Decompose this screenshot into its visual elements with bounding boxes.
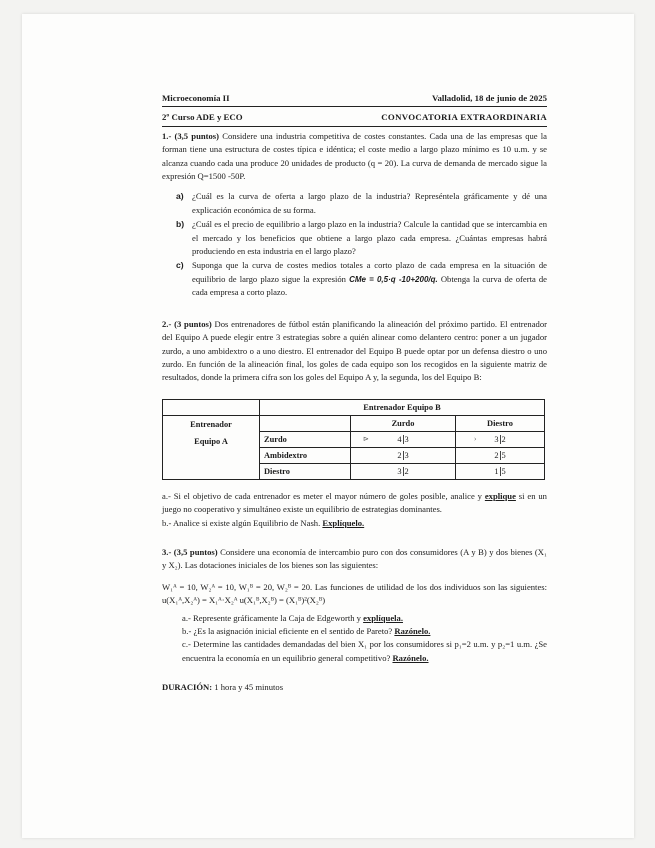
question-3 (162, 546, 547, 665)
q2-text: Dos entrenadores de fútbol están planificando la alineación del próximo partido. El entrenador del Equipo A puede elegir entre 3 estrategias sobre a quién alinear como delantero centro: poner a un jugador zurdo, a uno ambidextro o a uno diestro. El entrenador del Equipo B puede optar por un defensa diestro o uno zurdo. En función de la alineación final, los goles de cada equipo son los recogidos en la siguiente matriz de resultados, donde la primera cifra son los goles del Equipo A y, la segunda, los del Equipo B: (162, 318, 547, 383)
payoff-ambidextro-diestro: 2 5 (456, 447, 545, 463)
header-row-2 (162, 111, 547, 126)
place-date: Valladolid, 18 de junio de 2025 (431, 93, 547, 103)
payoff-ambidextro-zurdo: 2 3 (351, 447, 456, 463)
table-corner (163, 399, 260, 415)
q3-sub-questions (182, 612, 547, 666)
row-label-ambidextro: Ambidextro (260, 447, 351, 463)
duration (162, 681, 547, 694)
q3-c-emphasis: Razónelo. (392, 652, 429, 663)
q1-item-b (176, 218, 547, 258)
strategy-header-blank (260, 415, 351, 431)
q3-a-emphasis: explíquela. (363, 612, 403, 623)
q2-item-a: a.- Si el objetivo de cada entrenador es meter el mayor número de goles posible, analice y explique si en un juego no cooperativo y simultáneo existe un equilibrio de estrategias dominantes. (162, 490, 547, 515)
payoff-diestro-diestro: 1 5 (456, 463, 545, 479)
q3-endowments: W₁ᴬ = 10, W₂ᴬ = 10, W₁ᴮ = 20, W₂ᴮ = 20. Las funciones de utilidad de los dos individuos son las siguientes: u(X₁ᴬ,X₂ᴬ) = X₁ᴬ·X₂ᴬ u(X₁ᴮ,X₂ᴮ) = (X₁ᴮ)²(X₂ᴮ) (162, 581, 547, 606)
q2-statement (162, 318, 547, 385)
q3-item-a: a.- Represente gráficamente la Caja de Edgeworth y explíquela. (182, 612, 403, 623)
payoff-diestro-zurdo: 3 2 (351, 463, 456, 479)
q2-a-emphasis: explique (484, 490, 516, 501)
q1-c-pre: Suponga que la curva de costes medios totales a corto plazo de cada empresa en la situación de equilibrio de largo plazo sigue la expresión (192, 260, 547, 284)
q3-item-b: b.- ¿Es la asignación inicial eficiente en el sentido de Pareto? Razónelo. (182, 625, 431, 636)
payoff-matrix (162, 399, 545, 480)
q3-number: 3.- (3,5 puntos) (162, 546, 218, 557)
team-b-header: Entrenador Equipo B (260, 399, 545, 415)
q3-item-c: c.- Determine las cantidades demandadas del bien X₁ por los consumidores si p₁=2 u.m. y p₂=1 u.m. ¿Se encuentra la economía en un equilibrio general competitivo? Razónelo. (182, 639, 547, 663)
q3-statement (162, 546, 547, 573)
question-2 (162, 318, 547, 530)
q1-text: Considere una industria competitiva de costes constantes. Cada una de las empresas que la forman tiene una estructura de costes típica e idéntica; el coste medio a largo plazo mínimo es 10 u.m. y se alcanza cuando cada una produce 20 unidades de producto (q = 20). La curva de demanda de mercado sigue la expresión Q=1500 -50P. (162, 130, 547, 182)
q2-number: 2.- (3 puntos) (162, 318, 212, 329)
q1-c-text (192, 259, 547, 299)
q1-c-post: Obtenga la curva de oferta de cada empresa a corto plazo. (192, 273, 547, 298)
q1-a-letter: a) (176, 191, 184, 202)
degree: 2º Curso ADE y ECO (162, 112, 243, 123)
payoff-zurdo-zurdo: ⊳ 4 3 (351, 431, 456, 447)
duration-value: 1 hora y 45 minutos (212, 682, 284, 693)
q1-item-a (176, 190, 547, 217)
col-header-zurdo: Zurdo (351, 415, 456, 431)
row-label-diestro: Diestro (260, 463, 351, 479)
q1-item-c (176, 259, 547, 299)
handwritten-mark: › (474, 434, 477, 443)
q2-sub-questions (162, 490, 547, 530)
course-name: Microeconomía II (162, 93, 230, 103)
q1-c-formula: CMe = 0,5·q -10+200/q. (349, 274, 438, 284)
team-a-header (163, 415, 260, 479)
q3-b-emphasis: Razónelo. (394, 625, 431, 636)
exam-page (162, 92, 547, 695)
q1-a-text: ¿Cuál es la curva de oferta a largo plazo de la industria? Represéntela gráficamente y dé una explicación económica de su forma. (192, 191, 547, 215)
q1-number: 1.- (3,5 puntos) (162, 130, 220, 141)
q1-c-letter: c) (176, 260, 184, 271)
row-label-zurdo: Zurdo (260, 431, 351, 447)
team-a-header-line-2: Equipo A (194, 437, 228, 447)
team-a-header-line-1: Entrenador (190, 419, 232, 429)
header-row-1 (162, 92, 547, 107)
handwritten-mark: ⊳ (363, 434, 369, 443)
exam-call: CONVOCATORIA EXTRAORDINARIA (381, 112, 547, 123)
q1-items (176, 190, 547, 299)
col-header-diestro: Diestro (456, 415, 545, 431)
q2-b-emphasis: Explíquelo. (322, 517, 365, 528)
q1-b-letter: b) (176, 219, 185, 230)
exam-sheet (22, 14, 634, 838)
duration-label: DURACIÓN: (162, 682, 213, 693)
payoff-zurdo-diestro: › 3 2 (456, 431, 545, 447)
q1-statement (162, 130, 547, 184)
q3-text: Considere una economía de intercambio puro con dos consumidores (A y B) y dos bienes (X₁ y X₂). Las dotaciones iniciales de los bienes son las siguientes: (162, 546, 547, 571)
question-1 (162, 130, 547, 300)
q1-b-text: ¿Cuál es el precio de equilibrio a largo plazo en la industria? Calcule la cantidad que se intercambia en el mercado y los beneficios que obtiene a largo plazo cada empresa. ¿Cuántas empresas habrá produciendo en esta industria en el largo plazo? (192, 219, 547, 257)
q2-item-b: b.- Analice si existe algún Equilibrio de Nash. Explíquelo. (162, 517, 365, 528)
